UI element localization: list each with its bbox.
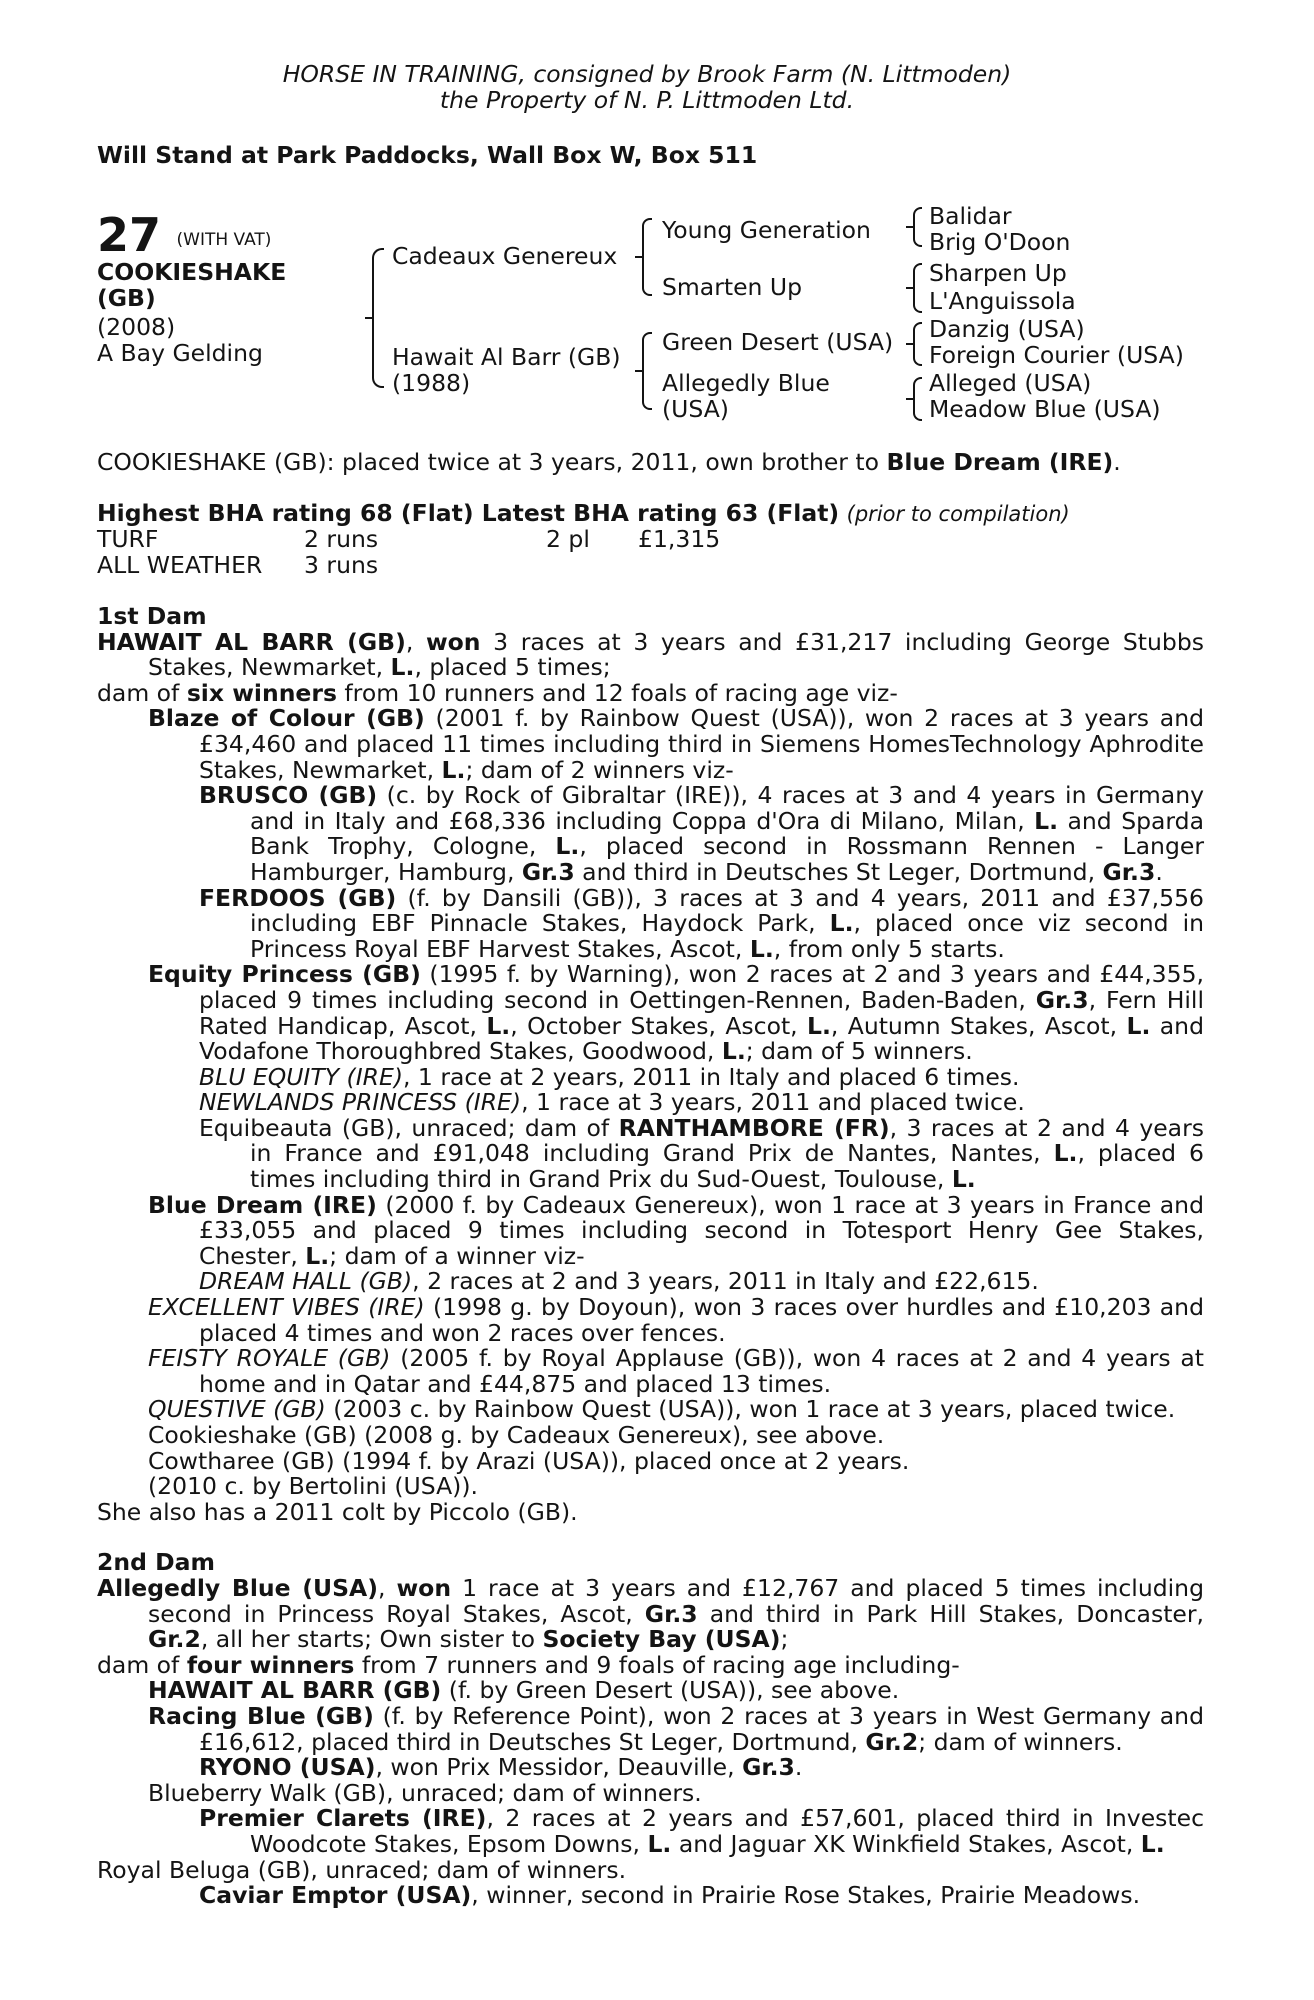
pedigree-brace-ds: [913, 322, 922, 366]
produce-blue-dream: Blue Dream (IRE) (2000 f. by Cadeaux Genereux), won 1 race at 3 years in France and £33,055 and placed 9 times including second in Totesport Henry Gee Stakes, Chester, L.; dam of a winner viz-: [148, 1190, 1204, 1270]
produce-blueberry-walk: Blueberry Walk (GB), unraced; dam of winners.: [148, 1778, 702, 1807]
lot-year: (2008): [97, 313, 176, 341]
vat-note: (WITH VAT): [176, 230, 272, 250]
produce-caviar-emptor: Caviar Emptor (USA), winner, second in Prairie Rose Stakes, Prairie Meadows.: [199, 1881, 1141, 1910]
summary-line: COOKIESHAKE (GB): placed twice at 3 years, 2011, own brother to Blue Dream (IRE).: [97, 448, 1121, 476]
pedigree-dam-year: (1988): [392, 369, 471, 397]
produce-royal-beluga: Royal Beluga (GB), unraced; dam of winners.: [97, 1855, 627, 1884]
pedigree-dss: Danzig (USA): [929, 315, 1085, 343]
brother-name: Blue Dream (IRE): [886, 448, 1114, 476]
pedigree-brace-dd: [913, 377, 922, 421]
first-dam-record: HAWAIT AL BARR (GB), won 3 races at 3 years and £31,217 including George Stubbs Stakes, Newmarket, L., placed 5 times;: [97, 627, 1204, 682]
pedigree-brace-sd: [913, 263, 922, 313]
pedigree-dam: Hawait Al Barr (GB): [392, 343, 621, 371]
turf-earnings: £1,315: [638, 525, 721, 553]
pedigree-brace-main: [372, 248, 384, 388]
consignor-line: HORSE IN TRAINING, consigned by Brook Farm (N. Littmoden): [282, 60, 1012, 88]
produce-equity-princess: Equity Princess (GB) (1995 f. by Warning), won 2 races at 2 and 3 years and £44,355, placed 9 times including second in Oettingen-Rennen, Baden-Baden, Gr.3, Fern Hill Rated Handicap, Ascot, L., October Stakes, Ascot, L., Autumn Stakes, Ascot, L. and Vodafone Thoroughbred Stakes, Goodwood, L.; dam of 5 winners.: [148, 960, 1204, 1066]
produce-racing-blue: Racing Blue (GB) (f. by Reference Point), won 2 races at 3 years in West Germany and £16,612, placed third in Deutsches St Leger, Dortmund, Gr.2; dam of winners.: [148, 1701, 1204, 1756]
lot-name: COOKIESHAKE: [97, 258, 287, 286]
pedigree-sire: Cadeaux Genereux: [392, 242, 618, 270]
produce-brusco: BRUSCO (GB) (c. by Rock of Gibraltar (IRE)), 4 races at 3 and 4 years in Germany and in Italy and £68,336 including Coppa d'Ora di Milano, Milan, L. and Sparda Bank Trophy, Cologne, L., placed second in Rossmann Rennen - Langer Hamburger, Hamburg, Gr.3 and third in Deutsches St Leger, Dortmund, Gr.3.: [199, 781, 1204, 886]
produce-blu-equity: BLU EQUITY (IRE), 1 race at 2 years, 2011 in Italy and placed 6 times.: [199, 1062, 1020, 1091]
produce-blaze-of-colour: Blaze of Colour (GB) (2001 f. by Rainbow Quest (USA)), won 2 races at 3 years and £34,460 and placed 11 times including third in Siemens HomesTechnology Aphrodite Stakes, Newmarket, L.; dam of 2 winners viz-: [148, 704, 1205, 784]
pedigree-brace-ss: [913, 207, 922, 247]
pedigree-sdd: L'Anguissola: [929, 287, 1076, 315]
second-dam-produce-summary: dam of four winners from 7 runners and 9 foals of racing age including-: [97, 1650, 960, 1679]
pedigree-ssd: Brig O'Doon: [929, 228, 1071, 256]
produce-ferdoos: FERDOOS (GB) (f. by Dansili (GB)), 3 races at 3 and 4 years, 2011 and £37,556 including EBF Pinnacle Stakes, Haydock Park, L., placed once viz second in Princess Royal EBF Harvest Stakes, Ascot, L., from only 5 starts.: [199, 883, 1204, 963]
turf-runs: 2 runs: [304, 525, 379, 553]
produce-cookieshake: Cookieshake (GB) (2008 g. by Cadeaux Genereux), see above.: [148, 1421, 885, 1449]
pedigree-dds: Alleged (USA): [929, 369, 1092, 397]
property-line: the Property of N. P. Littmoden Ltd.: [439, 86, 855, 114]
aw-runs: 3 runs: [304, 551, 379, 579]
pedigree-ddd: Meadow Blue (USA): [929, 395, 1161, 423]
produce-2010-colt: (2010 c. by Bertolini (USA)).: [148, 1472, 478, 1501]
produce-dream-hall: DREAM HALL (GB), 2 races at 2 and 3 years, 2011 in Italy and £22,615.: [199, 1267, 1039, 1296]
pedigree-dsd: Foreign Courier (USA): [929, 341, 1184, 369]
pedigree-sire-dam: Smarten Up: [662, 273, 803, 301]
produce-cowtharee: Cowtharee (GB) (1994 f. by Arazi (USA)), placed once at 2 years.: [148, 1446, 910, 1475]
produce-excellent-vibes: EXCELLENT VIBES (IRE) (1998 g. by Doyoun), won 3 races over hurdles and £10,203 and placed 4 times and won 2 races over fences.: [148, 1293, 1204, 1347]
produce-newlands-princess: NEWLANDS PRINCESS (IRE), 1 race at 3 years, 2011 and placed twice.: [199, 1088, 1025, 1117]
produce-ryono: RYONO (USA), won Prix Messidor, Deauville, Gr.3.: [199, 1753, 803, 1782]
pedigree-dam-dam-country: (USA): [662, 395, 729, 423]
produce-2011-colt: She also has a 2011 colt by Piccolo (GB).: [97, 1497, 578, 1526]
first-dam-heading: 1st Dam: [97, 602, 207, 630]
pedigree-sire-sire: Young Generation: [662, 216, 871, 244]
produce-equibeauta: Equibeauta (GB), unraced; dam of RANTHAMBORE (FR), 3 races at 2 and 4 years in France and £91,048 including Grand Prix de Nantes, Nantes, L., placed 6 times including third in Grand Prix du Sud-Ouest, Toulouse, L.: [199, 1113, 1204, 1194]
second-dam-heading: 2nd Dam: [97, 1548, 215, 1577]
turf-placed: 2 pl: [546, 525, 590, 553]
second-dam-record: Allegedly Blue (USA), won 1 race at 3 years and £12,767 and placed 5 times including second in Princess Royal Stakes, Ascot, Gr.3 and third in Park Hill Stakes, Doncaster, Gr.2, all her starts; Own sister to Society Bay (USA);: [97, 1573, 1204, 1654]
pedigree-sds: Sharpen Up: [929, 259, 1067, 287]
pedigree-brace-sire: [642, 218, 652, 296]
pedigree-brace-dam: [642, 332, 652, 410]
lot-name-country: (GB): [97, 284, 156, 312]
lot-number-row: [97, 208, 272, 262]
produce-feisty-royale: FEISTY ROYALE (GB) (2005 f. by Royal Applause (GB)), won 4 races at 2 and 4 years at home and in Qatar and £44,875 and placed 13 times.: [148, 1344, 1204, 1398]
bha-rating: Highest BHA rating 68 (Flat) Latest BHA rating 63 (Flat) (prior to compilation): [97, 499, 1070, 527]
first-dam-section: [97, 604, 1204, 1909]
lot-description: A Bay Gelding: [97, 339, 263, 367]
produce-questive: QUESTIVE (GB) (2003 c. by Rainbow Quest (USA)), won 1 race at 3 years, placed twice.: [148, 1395, 1176, 1424]
pedigree-dam-dam: Allegedly Blue: [662, 369, 830, 397]
pedigree-dam-sire: Green Desert (USA): [662, 328, 894, 356]
first-dam-produce-summary: dam of six winners from 10 runners and 12 foals of racing age viz-: [97, 678, 898, 707]
turf-label: TURF: [97, 525, 159, 553]
lot-number: 27: [97, 208, 162, 262]
produce-premier-clarets: Premier Clarets (IRE), 2 races at 2 years and £57,601, placed third in Investec Woodcote Stakes, Epsom Downs, L. and Jaguar XK Winkfield Stakes, Ascot, L.: [199, 1804, 1204, 1858]
aw-label: ALL WEATHER: [97, 551, 263, 579]
stabling-line: Will Stand at Park Paddocks, Wall Box W, Box 511: [97, 141, 758, 169]
produce-hawait-al-barr: HAWAIT AL BARR (GB) (f. by Green Desert (USA)), see above.: [148, 1676, 900, 1705]
pedigree-sss: Balidar: [929, 202, 1012, 230]
